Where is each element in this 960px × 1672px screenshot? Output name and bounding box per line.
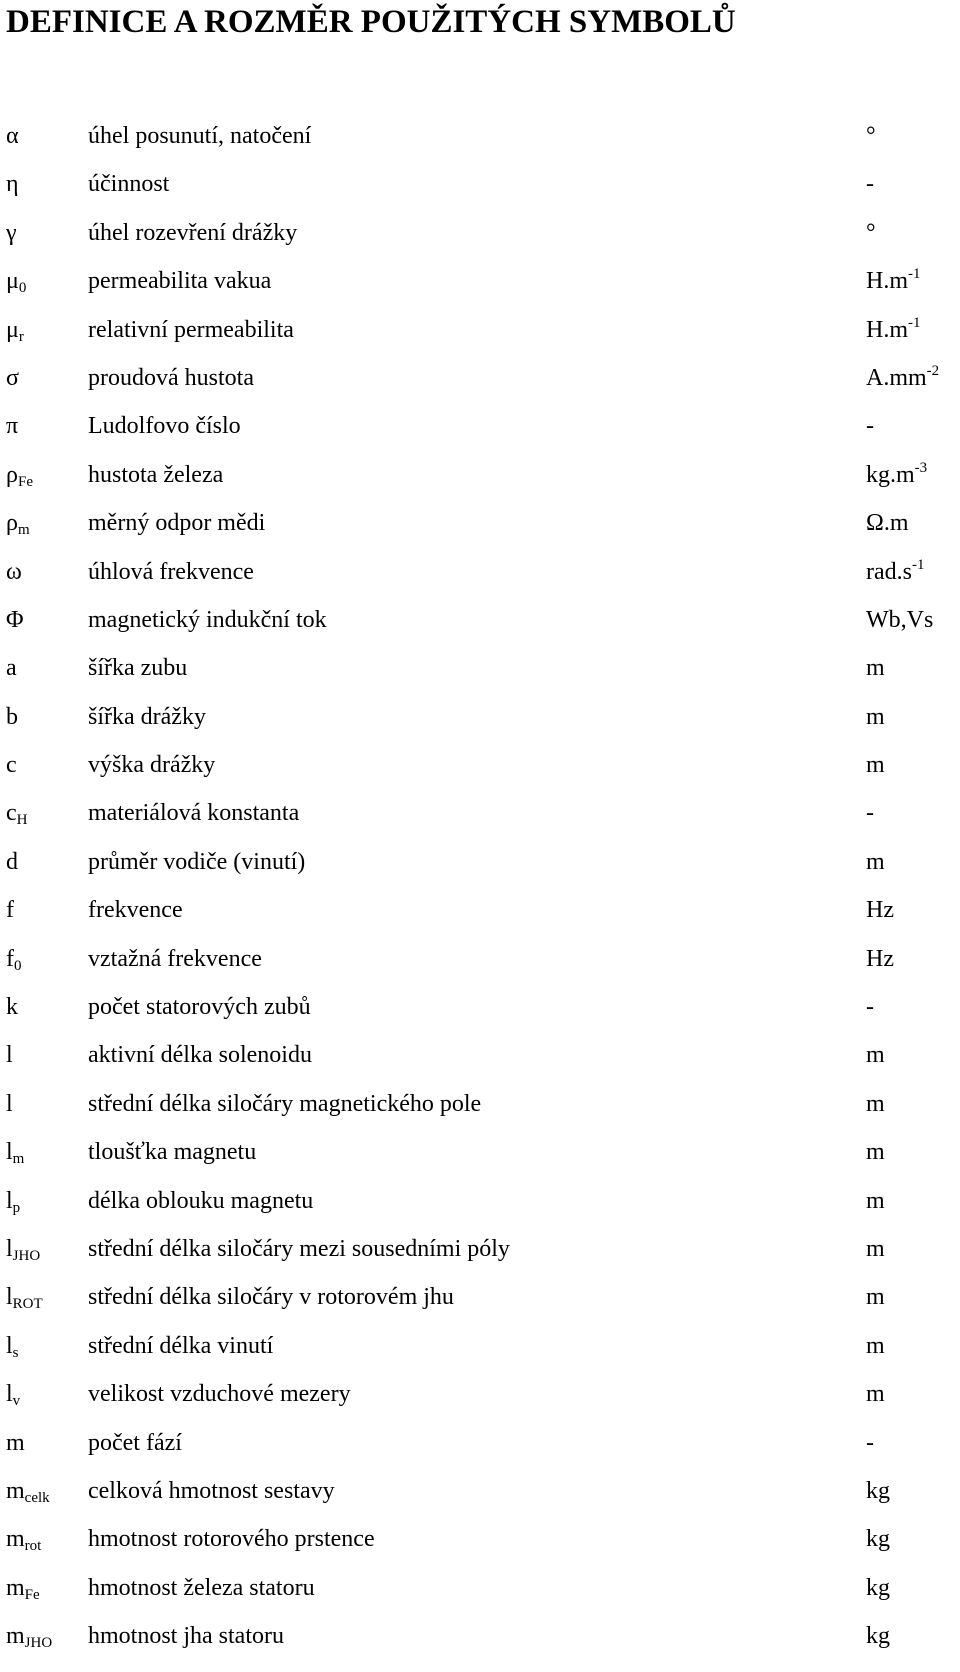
symbol-row xyxy=(0,1322,960,1370)
symbol xyxy=(6,983,18,1031)
symbol-unit xyxy=(866,886,894,934)
unit-base: - xyxy=(866,1429,874,1456)
symbol-letter: μ xyxy=(6,316,19,343)
symbol xyxy=(6,499,30,547)
symbol-row xyxy=(0,741,960,789)
symbol-unit xyxy=(866,1515,890,1563)
symbol-letter: m xyxy=(6,1429,25,1456)
symbol-description: délka oblouku magnetu xyxy=(88,1187,314,1214)
symbol xyxy=(6,1322,19,1370)
symbol-letter: a xyxy=(6,655,17,682)
symbol-unit xyxy=(866,160,874,208)
symbol-letter: m xyxy=(6,1623,25,1650)
unit-base: kg xyxy=(866,1623,890,1650)
symbol-description: aktivní délka solenoidu xyxy=(88,1042,312,1069)
unit-base: m xyxy=(866,752,885,779)
symbol-description: hmotnost rotorového prstence xyxy=(88,1526,375,1553)
unit-exponent: -3 xyxy=(914,459,928,476)
symbol-unit xyxy=(866,1322,885,1370)
symbol-description: celková hmotnost sestavy xyxy=(88,1477,335,1504)
unit-base: A.mm xyxy=(866,364,927,391)
symbol-unit xyxy=(866,693,885,741)
unit-base: Hz xyxy=(866,945,894,972)
symbol-unit xyxy=(866,112,876,160)
symbol xyxy=(6,1273,43,1321)
symbol-letter: k xyxy=(6,994,18,1021)
unit-base: ° xyxy=(866,219,876,246)
symbol-letter: l xyxy=(6,1139,13,1166)
unit-base: m xyxy=(866,1284,885,1311)
unit-exponent: -1 xyxy=(908,266,921,283)
symbol xyxy=(6,1515,41,1563)
symbol-description: permeabilita vakua xyxy=(88,268,272,295)
symbol-letter: σ xyxy=(6,364,19,391)
symbol-unit xyxy=(866,935,894,983)
symbol-letter: l xyxy=(6,1187,13,1214)
symbol-description: úhel rozevření drážky xyxy=(88,219,298,246)
unit-base: Ω.m xyxy=(866,510,909,537)
symbol xyxy=(6,644,17,692)
symbol-unit xyxy=(866,354,939,402)
symbol-subscript: rot xyxy=(24,1538,42,1555)
symbol xyxy=(6,1370,20,1418)
symbol xyxy=(6,1080,13,1128)
symbol-letter: l xyxy=(6,1235,13,1262)
symbol-unit xyxy=(866,1273,885,1321)
symbol-row xyxy=(0,257,960,305)
symbol-subscript: ROT xyxy=(12,1296,43,1313)
symbol-letter: m xyxy=(6,1574,25,1601)
symbol-subscript: s xyxy=(12,1344,19,1361)
unit-base: m xyxy=(866,1090,885,1117)
symbol-description: magnetický indukční tok xyxy=(88,606,327,633)
unit-base: kg xyxy=(866,1574,890,1601)
symbol xyxy=(6,1467,50,1515)
symbol-description: šířka zubu xyxy=(88,655,188,682)
symbol xyxy=(6,1177,20,1225)
page-title: DEFINICE A ROZMĚR POUŽITÝCH SYMBOLŮ xyxy=(6,4,736,40)
symbol-row xyxy=(0,1370,960,1418)
symbol-unit xyxy=(866,209,876,257)
symbol-row xyxy=(0,1128,960,1176)
symbol xyxy=(6,1128,24,1176)
symbol-row xyxy=(0,1225,960,1273)
unit-exponent: -1 xyxy=(911,556,925,573)
symbol xyxy=(6,451,33,499)
symbol-unit xyxy=(866,1080,885,1128)
unit-base: m xyxy=(866,1042,885,1069)
symbol xyxy=(6,112,19,160)
symbol-description: výška drážky xyxy=(88,752,216,779)
unit-base: m xyxy=(866,1187,885,1214)
symbol-description: materiálová konstanta xyxy=(88,800,300,827)
unit-exponent: -2 xyxy=(926,362,940,379)
symbol-description: úhlová frekvence xyxy=(88,558,254,585)
unit-base: kg.m xyxy=(866,461,915,488)
symbol-letter: m xyxy=(6,1526,25,1553)
symbol-row xyxy=(0,838,960,886)
symbol-row xyxy=(0,644,960,692)
symbol-unit xyxy=(866,1419,874,1467)
symbol xyxy=(6,838,18,886)
symbol-row xyxy=(0,1515,960,1563)
symbol-unit xyxy=(866,1128,885,1176)
symbol-unit xyxy=(866,741,885,789)
symbol-row xyxy=(0,354,960,402)
symbol-description: relativní permeabilita xyxy=(88,316,294,343)
unit-base: ° xyxy=(866,123,876,149)
symbol-unit xyxy=(866,838,885,886)
symbol-subscript: m xyxy=(17,522,30,539)
symbol-unit xyxy=(866,451,927,499)
symbol-row xyxy=(0,693,960,741)
symbol-subscript: Fe xyxy=(24,1586,40,1603)
symbol xyxy=(6,1612,52,1660)
symbol xyxy=(6,257,26,305)
symbol xyxy=(6,789,28,837)
symbol-subscript: JHO xyxy=(24,1635,53,1652)
unit-base: - xyxy=(866,994,874,1021)
unit-base: m xyxy=(866,848,885,875)
symbol-letter: l xyxy=(6,1284,13,1311)
symbol-letter: b xyxy=(6,703,18,730)
symbol-description: tloušťka magnetu xyxy=(88,1139,257,1166)
symbol-row xyxy=(0,1080,960,1128)
symbol-description: frekvence xyxy=(88,897,183,924)
unit-base: - xyxy=(866,800,874,827)
symbol-letter: α xyxy=(6,123,19,149)
unit-base: Wb,Vs xyxy=(866,606,934,633)
unit-base: m xyxy=(866,1332,885,1359)
symbol xyxy=(6,693,18,741)
symbol-letter: π xyxy=(6,413,19,440)
symbol xyxy=(6,596,24,644)
symbol-letter: m xyxy=(6,1477,25,1504)
symbol xyxy=(6,402,18,450)
symbol-description: střední délka vinutí xyxy=(88,1332,274,1359)
symbol-unit xyxy=(866,596,933,644)
symbol xyxy=(6,1564,40,1612)
symbol-row xyxy=(0,306,960,354)
unit-base: H.m xyxy=(866,268,908,295)
symbol-unit xyxy=(866,1031,885,1079)
symbol-row xyxy=(0,886,960,934)
symbol-unit xyxy=(866,306,921,354)
symbol-unit xyxy=(866,1467,890,1515)
symbol-description: hustota železa xyxy=(88,461,224,488)
symbol-unit xyxy=(866,402,874,450)
unit-base: rad.s xyxy=(866,558,912,585)
symbol-unit xyxy=(866,1370,885,1418)
symbol-row xyxy=(0,1273,960,1321)
symbol xyxy=(6,886,14,934)
symbol-row xyxy=(0,499,960,547)
symbol-letter: μ xyxy=(6,268,19,295)
symbol xyxy=(6,1031,13,1079)
unit-base: m xyxy=(866,1381,885,1408)
symbol-letter: ρ xyxy=(6,510,18,537)
symbol-letter: f xyxy=(6,945,14,972)
symbol-subscript: 0 xyxy=(18,280,27,297)
unit-base: m xyxy=(866,703,885,730)
symbol-unit xyxy=(866,644,885,692)
unit-base: Hz xyxy=(866,897,894,924)
symbol-description: šířka drážky xyxy=(88,703,206,730)
symbol-unit xyxy=(866,1612,890,1660)
symbol-row xyxy=(0,160,960,208)
symbol xyxy=(6,741,17,789)
symbol-description: velikost vzduchové mezery xyxy=(88,1381,351,1408)
unit-base: H.m xyxy=(866,316,908,343)
symbol-unit xyxy=(866,1177,885,1225)
symbol-row xyxy=(0,1031,960,1079)
symbol-row xyxy=(0,548,960,596)
symbol xyxy=(6,1419,25,1467)
symbol-unit xyxy=(866,789,874,837)
unit-base: kg xyxy=(866,1526,890,1553)
symbol-description: úhel posunutí, natočení xyxy=(88,123,312,149)
symbol-letter: ω xyxy=(6,558,22,585)
symbol xyxy=(6,1225,40,1273)
unit-base: - xyxy=(866,171,874,198)
symbol-row xyxy=(0,112,960,160)
symbol-description: střední délka siločáry magnetického pole xyxy=(88,1090,482,1117)
unit-base: kg xyxy=(866,1477,890,1504)
symbol-letter: l xyxy=(6,1042,13,1069)
symbol-description: hmotnost železa statoru xyxy=(88,1574,315,1601)
symbol-letter: l xyxy=(6,1381,13,1408)
unit-base: m xyxy=(866,1235,885,1262)
symbol-letter: l xyxy=(6,1332,13,1359)
symbol-unit xyxy=(866,499,909,547)
symbol-subscript: Fe xyxy=(17,473,33,490)
symbol-subscript: JHO xyxy=(12,1247,41,1264)
unit-base: m xyxy=(866,655,885,682)
symbol xyxy=(6,354,19,402)
symbol-subscript: celk xyxy=(24,1489,50,1506)
symbol-row xyxy=(0,596,960,644)
symbol-row xyxy=(0,983,960,1031)
symbol-row xyxy=(0,1177,960,1225)
symbol-description: Ludolfovo číslo xyxy=(88,413,241,440)
unit-exponent: -1 xyxy=(908,314,921,331)
symbol-row xyxy=(0,402,960,450)
symbol-subscript: p xyxy=(12,1199,21,1216)
symbol-description: střední délka siločáry v rotorovém jhu xyxy=(88,1284,454,1311)
symbol-letter: c xyxy=(6,752,17,779)
symbol-description: účinnost xyxy=(88,171,170,198)
symbol-letter: f xyxy=(6,897,14,924)
unit-base: m xyxy=(866,1139,885,1166)
symbol-unit xyxy=(866,1564,890,1612)
symbol-letter: ρ xyxy=(6,461,18,488)
symbol-unit xyxy=(866,983,874,1031)
symbol-row xyxy=(0,1467,960,1515)
symbol-unit xyxy=(866,257,921,305)
symbol xyxy=(6,209,17,257)
symbol-subscript: m xyxy=(12,1151,25,1168)
symbol-letter: Φ xyxy=(6,606,24,633)
symbol-row xyxy=(0,1564,960,1612)
symbol-subscript: r xyxy=(18,328,24,345)
symbol-description: počet statorových zubů xyxy=(88,994,311,1021)
symbol xyxy=(6,935,22,983)
symbol-row xyxy=(0,451,960,499)
symbol-description: vztažná frekvence xyxy=(88,945,262,972)
symbol-row xyxy=(0,209,960,257)
symbol xyxy=(6,548,22,596)
symbol-letter: η xyxy=(6,171,19,198)
symbol-unit xyxy=(866,1225,885,1273)
symbol-row xyxy=(0,789,960,837)
symbol-description: střední délka siločáry mezi sousedními póly xyxy=(88,1235,510,1262)
unit-base: - xyxy=(866,413,874,440)
symbol-description: počet fází xyxy=(88,1429,182,1456)
symbol-subscript: v xyxy=(12,1393,21,1410)
symbol-description: hmotnost jha statoru xyxy=(88,1623,284,1650)
symbol-description: měrný odpor mědi xyxy=(88,510,266,537)
symbol-row xyxy=(0,935,960,983)
symbol-row xyxy=(0,1419,960,1467)
symbol-description: průměr vodiče (vinutí) xyxy=(88,848,306,875)
symbol-row xyxy=(0,1612,960,1660)
symbol-subscript: H xyxy=(16,812,28,829)
symbol xyxy=(6,160,19,208)
symbol-description: proudová hustota xyxy=(88,364,254,391)
symbol-table xyxy=(0,112,960,1661)
symbol-letter: d xyxy=(6,848,18,875)
symbol-letter: l xyxy=(6,1090,13,1117)
symbol-subscript: 0 xyxy=(14,957,22,974)
symbol-letter: c xyxy=(6,800,17,827)
symbol-letter: γ xyxy=(6,219,17,246)
symbol-unit xyxy=(866,548,924,596)
symbol xyxy=(6,306,24,354)
